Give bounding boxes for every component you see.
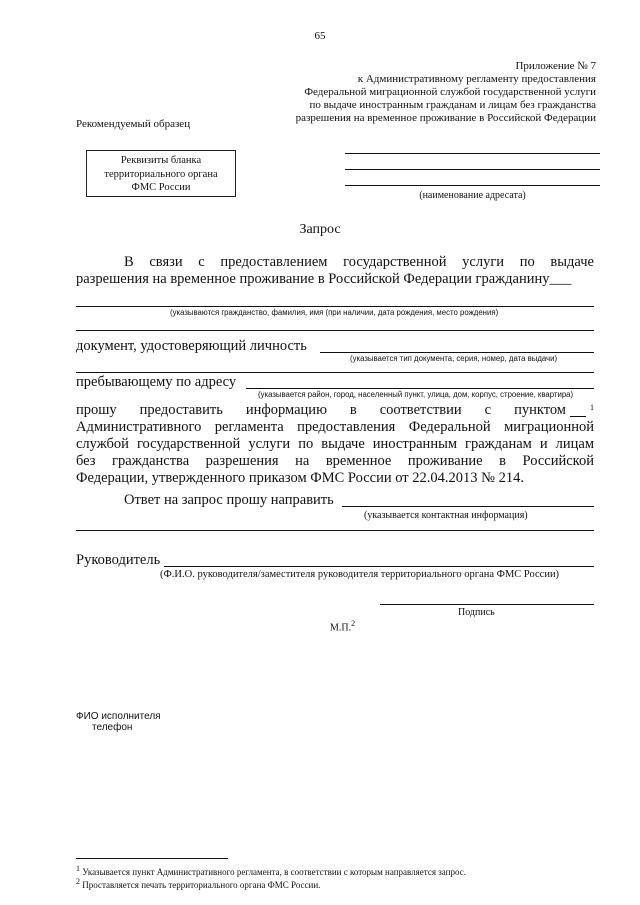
request-intro [76,254,594,288]
seal-label: М.П. [330,622,352,634]
body-line-4: без гражданства разрешения на временное проживание в Российской [76,453,594,469]
body-line-2: Административного регламента предоставления Федеральной миграционной [76,419,594,435]
signature-line [380,604,594,605]
appendix-line: к Административному регламенту предоставления [357,73,596,85]
identity-document-label: документ, удостоверяющий личность [76,338,307,354]
request-body [76,402,594,487]
address-hint: (указывается район, город, населенный пункт, улица, дом, корпус, строение, квартира) [258,390,574,399]
stamp-line: Реквизиты бланка [120,155,202,166]
signature-caption: Подпись [458,607,495,618]
intro-line-1: В связи с предоставлением государственной услуги по выдаче [124,254,594,270]
body-line-3: службой государственной услуги по выдаче иностранным гражданам и лицам [76,436,594,452]
appendix-header [266,60,596,125]
appendix-number: Приложение № 7 [515,60,596,72]
executor-name-label: ФИО исполнителя [76,711,161,722]
recommended-sample-label: Рекомендуемый образец [76,118,191,130]
footnote-mark-2: 2 [76,877,80,886]
contact-fill-line [342,506,594,507]
contact-hint: (указывается контактная информация) [364,510,528,521]
addressee-caption: (наименование адресата) [419,190,526,201]
addressee-line [345,169,600,170]
addressee-line [345,153,600,154]
citizen-fill-line-2 [76,330,594,331]
citizen-fill-line [76,306,594,307]
stamp-line: территориального органа [104,168,218,180]
footnote-2-text: Проставляется печать территориального органа ФМС России. [82,880,321,890]
address-label: пребывающему по адресу [76,374,237,390]
addressee-line [345,185,600,186]
clause-fill-line [570,416,586,417]
executor-block [76,711,161,733]
page-number: 65 [314,30,326,42]
contact-fill-line-2 [76,530,594,531]
letterhead-stamp-box [86,150,236,197]
appendix-line: Федеральной миграционной службой государственной услуги [304,86,596,98]
footnote-1-text: Указывается пункт Административного регламента, в соответствии с которым направляется запрос. [82,867,466,877]
address-fill-line [246,388,594,389]
identity-fill-line-2 [76,372,594,373]
appendix-line: разрешения на временное проживание в Российской Федерации [295,112,596,124]
footnote-ref-1: 1 [590,403,594,412]
executor-phone-label: телефон [92,722,133,733]
document-title: Запрос [299,222,341,237]
stamp-line: ФМС России [131,182,191,193]
seal-mark [330,619,355,633]
body-line-5: Федерации, утвержденного приказом ФМС России от 22.04.2013 № 214. [76,470,524,486]
footnote-mark-1: 1 [76,864,80,873]
body-line-1-text: прошу предоставить информацию в соответствии с пунктом [76,402,566,418]
identity-fill-line [320,352,594,353]
footnote-1 [76,864,466,877]
footnote-separator [76,858,228,859]
head-label: Руководитель [76,552,161,568]
appendix-line: по выдаче иностранным гражданам и лицам без гражданства [309,99,596,111]
citizen-hint: (указываются гражданство, фамилия, имя (при наличии, дата рождения, место рождения) [170,308,499,317]
body-line-1 [76,402,594,419]
answer-label: Ответ на запрос прошу направить [124,492,334,508]
footnote-ref-2: 2 [351,619,356,628]
head-fill-line [164,566,594,567]
footnote-2 [76,877,320,890]
head-hint: (Ф.И.О. руководителя/заместителя руководителя территориального органа ФМС России) [160,569,560,580]
intro-line-2: разрешения на временное проживание в Российской Федерации гражданину___ [76,271,572,287]
identity-hint: (указывается тип документа, серия, номер, дата выдачи) [350,354,558,363]
